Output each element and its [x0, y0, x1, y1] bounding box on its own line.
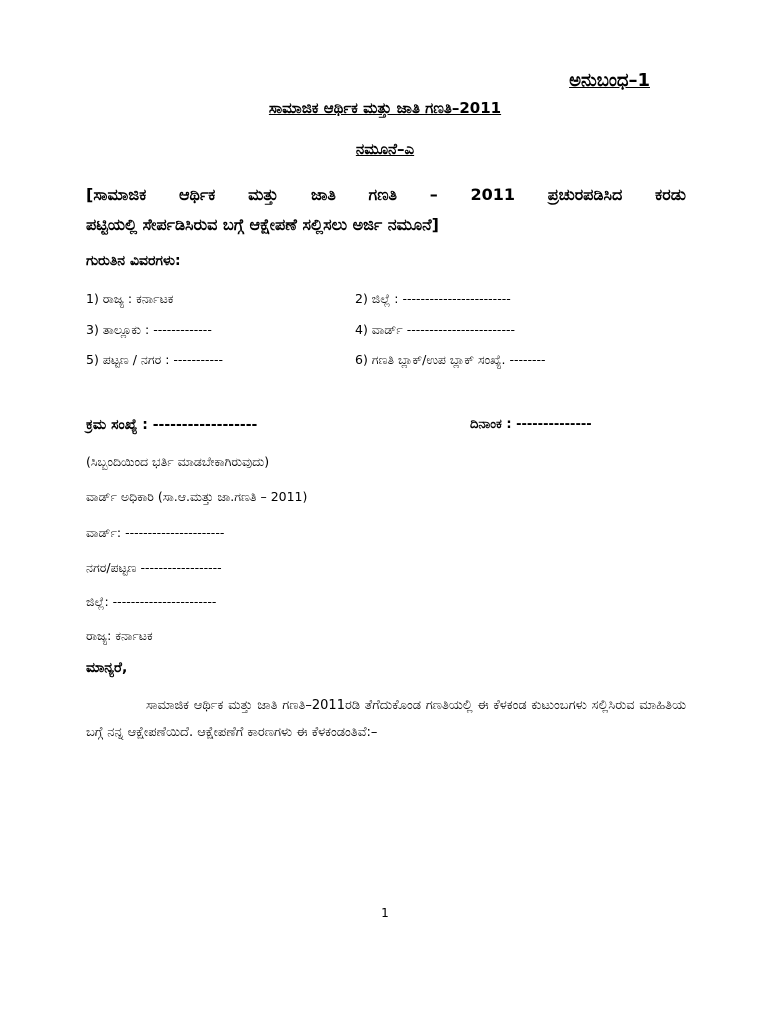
field-label: 3) ತಾಲ್ಲೂಕು : [86, 322, 150, 337]
field-block-number [355, 352, 546, 368]
form-description [86, 180, 686, 240]
identification-heading: ಗುರುತಿನ ವಿವರಗಳು: [86, 253, 181, 269]
address-state: ರಾಜ್ಯ: ಕರ್ನಾಟಕ [86, 628, 153, 643]
address-district: ಜಿಲ್ಲೆ: ----------------------- [86, 594, 217, 609]
serial-number [86, 417, 257, 433]
field-town [86, 352, 223, 368]
field-label: 6) ಗಣತಿ ಬ್ಲಾಕ್/ಉಪ ಬ್ಲಾಕ್ ಸಂಖ್ಯೆ. [355, 352, 506, 367]
field-label: 5) ಪಟ್ಟಣ / ನಗರ : [86, 352, 170, 367]
field-value: -------- [509, 352, 546, 367]
field-state [86, 291, 173, 307]
field-label: 2) ಜಿಲ್ಲೆ : [355, 291, 399, 306]
address-officer: ವಾರ್ಡ್ ಅಧಿಕಾರಿ (ಸಾ.ಆ.ಮತ್ತು ಜಾ.ಗಣತಿ – 2011) [86, 489, 308, 504]
date-value: -------------- [516, 417, 592, 432]
form-title: ಸಾಮಾಜಿಕ ಆರ್ಥಿಕ ಮತ್ತು ಜಾತಿ ಗಣತಿ–2011 [268, 99, 502, 117]
field-value: ----------- [173, 352, 224, 367]
description-line-1: [ಸಾಮಾಜಿಕ ಆರ್ಥಿಕ ಮತ್ತು ಜಾತಿ ಗಣತಿ – 2011 ಪ್ರಚುರಪಡಿಸಿದ ಕರಡು [86, 185, 686, 204]
body-paragraph: ಸಾಮಾಜಿಕ ಆರ್ಥಿಕ ಮತ್ತು ಜಾತಿ ಗಣತಿ–2011ರಡಿ ತೆಗೆದುಕೊಂಡ ಗಣತಿಯಲ್ಲಿ ಈ ಕೆಳಕಂಡ ಕುಟುಂಬಗಳು ಸಲ್ಲಿಸಿರುವ ಮಾಹಿತಿಯ ಬಗ್ಗೆ ನನ್ನ ಆಕ್ಷೇಪಣೆಯಿದೆ. ಆಕ್ಷೇಪಣೆಗೆ ಕಾರಣಗಳು ಈ ಕೆಳಕಂಡಂತಿವೆ:– [86, 698, 686, 740]
field-district [355, 291, 511, 307]
field-value: ------------- [153, 322, 212, 337]
address-ward: ವಾರ್ಡ್: ---------------------- [86, 525, 225, 540]
field-taluk [86, 322, 212, 338]
serial-label: ಕ್ರಮ ಸಂಖ್ಯೆ : [86, 417, 148, 433]
staff-note: (ಸಿಬ್ಬಂದಿಯಿಂದ ಭರ್ತಿ ಮಾಡಬೇಕಾಗಿರುವುದು) [86, 454, 270, 469]
page-number: 1 [381, 906, 389, 920]
field-value: ------------------------ [406, 322, 515, 337]
annexure-label: ಅನುಬಂಧ–1 [569, 70, 650, 91]
description-line-2: ಪಟ್ಟಿಯಲ್ಲಿ ಸೇರ್ಪಡಿಸಿರುವ ಬಗ್ಗೆ ಆಕ್ಷೇಪಣೆ ಸಲ್ಲಿಸಲು ಅರ್ಜಿ ನಮೂನೆ] [86, 215, 439, 234]
form-name: ನಮೂನೆ–ಎ [355, 140, 415, 158]
date-field [470, 417, 592, 432]
date-label: ದಿನಾಂಕ : [470, 417, 512, 432]
address-town: ನಗರ/ಪಟ್ಟಣ ------------------ [86, 560, 222, 575]
field-value: ------------------------ [402, 291, 511, 306]
field-label: 1) ರಾಜ್ಯ : ಕರ್ನಾಟಕ [86, 291, 174, 306]
salutation: ಮಾನ್ಯರೆ, [86, 660, 128, 676]
objection-body [86, 692, 686, 746]
serial-value: ------------------ [152, 417, 258, 433]
field-label: 4) ವಾರ್ಡ್ [355, 322, 403, 337]
field-ward [355, 322, 515, 338]
